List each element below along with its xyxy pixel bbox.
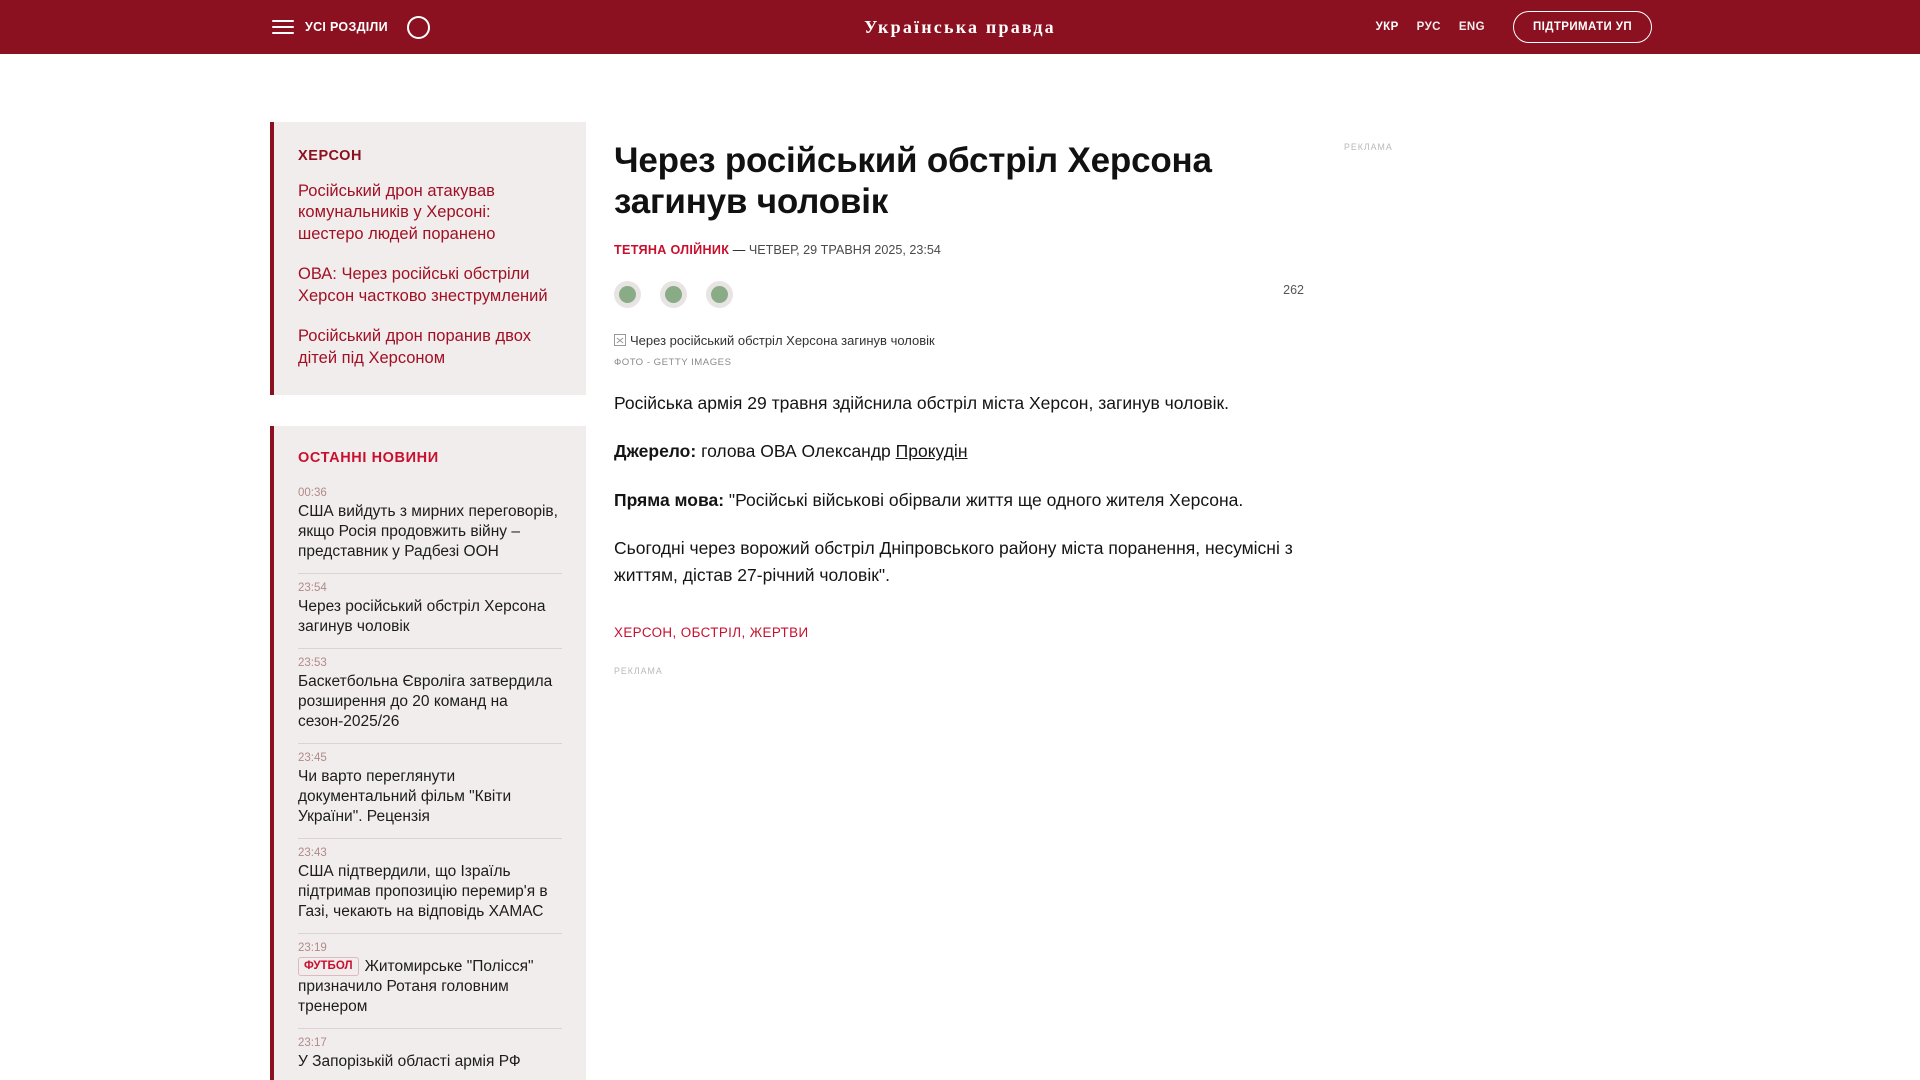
byline <box>614 243 1304 257</box>
news-headline[interactable]: США вийдуть з мирних переговорів, якщо Росія продовжить війну – представник у Радбезі ООН <box>298 503 558 561</box>
category-badge-football[interactable]: ФУТБОЛ <box>298 957 359 976</box>
news-headline[interactable] <box>298 957 562 1017</box>
support-up-button[interactable]: ПІДТРИМАТИ УП <box>1513 11 1652 43</box>
source-link[interactable]: Прокудін <box>895 441 968 462</box>
ad-label-bottom: РЕКЛАМА <box>614 665 663 676</box>
share-row <box>614 279 1304 311</box>
list-item[interactable] <box>298 934 562 1029</box>
lang-switch-ukr[interactable]: УКР <box>1375 21 1399 33</box>
article-tags <box>614 625 1304 640</box>
top-right-controls <box>1376 0 1652 54</box>
tag-shelling[interactable]: ОБСТРІЛ <box>680 624 742 640</box>
kherson-topic-item[interactable]: Російський дрон поранив двох дітей під Херсоном <box>298 327 531 367</box>
article-paragraph: Сьогодні через ворожий обстріл Дніпровського району міста поранення, несумісні з життям, дістав 27-річний чоловік". <box>614 538 1293 585</box>
quote-label: Пряма мова: <box>614 489 725 510</box>
news-headline[interactable]: Баскетбольна Євроліга затвердила розширення до 20 команд на сезон-2025/26 <box>298 672 553 730</box>
list-item[interactable] <box>298 479 562 574</box>
kherson-topic-block <box>270 122 586 395</box>
all-sections-label: УСІ РОЗДІЛИ <box>305 20 388 34</box>
share-telegram-icon[interactable] <box>660 281 687 308</box>
list-item[interactable] <box>298 649 562 744</box>
list-item[interactable] <box>298 744 562 839</box>
tag-separator: , <box>741 624 750 640</box>
article-figure <box>614 333 1304 368</box>
search-circle-icon[interactable] <box>407 16 430 39</box>
list-item[interactable] <box>298 1029 562 1080</box>
source-text: голова ОВА Олександр <box>696 441 896 462</box>
article-author[interactable]: ТЕТЯНА ОЛІЙНИК <box>614 242 730 257</box>
article-image-placeholder <box>614 333 1304 348</box>
news-time: 23:19 <box>298 941 327 954</box>
tag-kherson[interactable]: ХЕРСОН <box>614 624 673 640</box>
lang-switch-rus[interactable]: РУС <box>1416 21 1441 33</box>
site-logo[interactable]: Українська правда <box>864 16 1056 37</box>
tag-separator: , <box>672 624 681 640</box>
article <box>614 140 1304 676</box>
news-headline[interactable]: У Запорізькій області армія РФ <box>298 1052 521 1070</box>
ad-label-top: РЕКЛАМА <box>1344 142 1393 152</box>
all-sections-menu-button[interactable] <box>272 0 430 54</box>
share-facebook-icon[interactable] <box>614 281 641 308</box>
view-count: 262 <box>1283 282 1304 297</box>
sidebar <box>270 122 586 1080</box>
quote-text: "Російські військові обірвали життя ще одного жителя Херсона. <box>724 489 1244 510</box>
news-time: 23:17 <box>298 1036 327 1049</box>
news-time: 00:36 <box>298 487 327 500</box>
article-quote <box>614 487 1304 514</box>
news-headline[interactable]: Через російський обстріл Херсона загинув чоловік <box>298 598 546 635</box>
news-headline[interactable]: США підтвердили, що Ізраїль підтримав пропозицію перемир'я в Газі, чекають на відповідь ХАМАС <box>298 862 548 920</box>
kherson-topic-item[interactable]: Російський дрон атакував комунальників у Херсоні: шестеро людей поранено <box>298 182 496 243</box>
source-label: Джерело: <box>614 441 697 462</box>
news-time: 23:45 <box>298 751 327 764</box>
latest-news-title: ОСТАННІ НОВИНИ <box>298 450 439 467</box>
article-lead: Російська армія 29 травня здійснила обстріл міста Херсон, загинув чоловік. <box>614 392 1229 413</box>
tag-victims[interactable]: ЖЕРТВИ <box>749 624 809 640</box>
kherson-topic-title: ХЕРСОН <box>298 148 363 164</box>
page-content <box>0 54 1920 1080</box>
page-title: Через російський обстріл Херсона загинув чоловік <box>614 141 1212 222</box>
news-headline-text: Житомирське "Полісся" призначило Ротаня головним тренером <box>298 957 534 1015</box>
list-item[interactable] <box>298 574 562 649</box>
share-copy-link-icon[interactable] <box>706 281 733 308</box>
list-item[interactable] <box>298 839 562 934</box>
news-time: 23:53 <box>298 656 327 669</box>
kherson-topic-item[interactable]: ОВА: Через російські обстріли Херсон частково знеструмлений <box>298 265 548 305</box>
top-navigation-bar <box>0 0 1920 54</box>
news-headline[interactable]: Чи варто переглянути документальний фільм "Квіти України". Рецензія <box>298 767 512 825</box>
news-time: 23:54 <box>298 582 327 595</box>
article-source <box>614 438 1304 465</box>
article-date: ЧЕТВЕР, 29 ТРАВНЯ 2025, 23:54 <box>748 242 941 257</box>
article-image-credit: ФОТО - GETTY IMAGES <box>614 356 732 368</box>
broken-image-icon <box>614 334 626 346</box>
lang-switch-eng[interactable]: ENG <box>1458 21 1485 33</box>
byline-dash: — <box>732 242 746 257</box>
latest-news-block <box>270 426 586 1080</box>
hamburger-menu-icon[interactable] <box>272 20 294 34</box>
news-time: 23:43 <box>298 846 327 859</box>
article-image-alt: Через російський обстріл Херсона загинув чоловік <box>630 332 935 348</box>
